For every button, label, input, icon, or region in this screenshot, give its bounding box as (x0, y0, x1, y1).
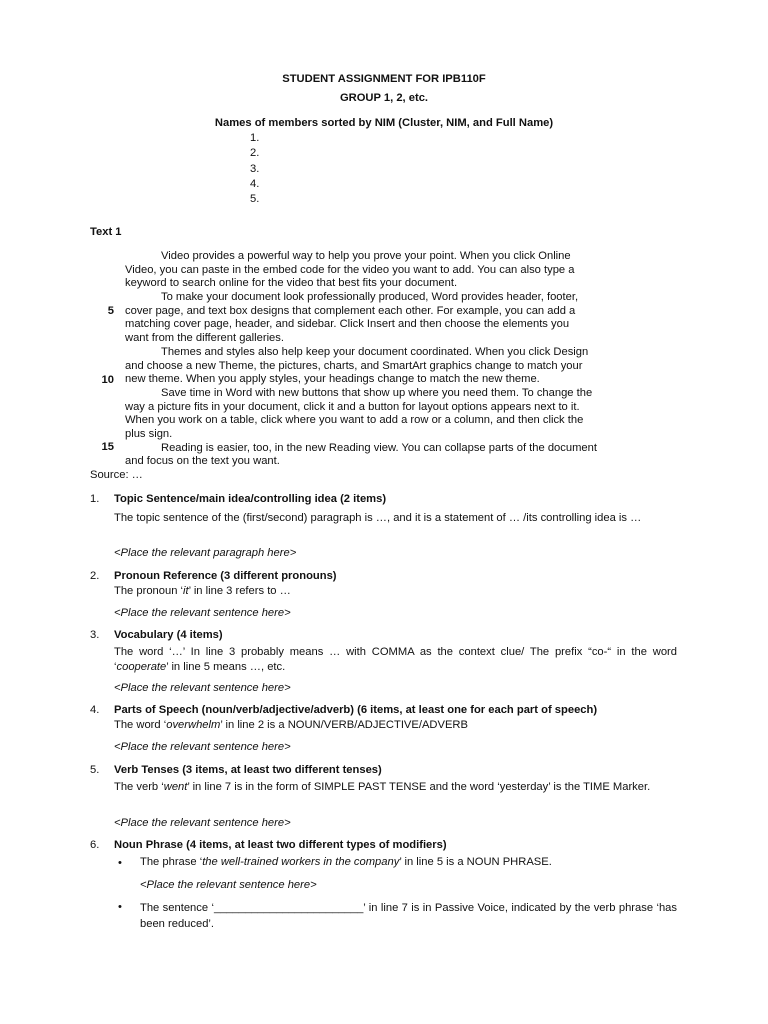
passage-line: To make your document look professionally produced, Word provides header, footer, (161, 291, 579, 304)
question-body: The pronoun ‘it’ in line 3 refers to … (114, 585, 291, 597)
members-list (250, 131, 259, 207)
passage-line: and choose a new Theme, the pictures, charts, and SmartArt graphics change to match your (125, 359, 583, 372)
assignment-title: STUDENT ASSIGNMENT FOR IPB110F (282, 73, 486, 85)
question-number: 3. (90, 629, 100, 641)
bullet-text: The sentence ‘________________________’ in line 7 is in Passive Voice, indicated by the verb phrase ‘has been reduced’. (140, 902, 677, 930)
text-label: Text 1 (90, 226, 122, 238)
bullet-icon: • (118, 901, 122, 913)
question-number: 1. (90, 493, 100, 505)
passage-line: matching cover page, header, and sidebar. Click Insert and then choose the elements you (125, 318, 570, 331)
question-number: 2. (90, 570, 100, 582)
placeholder-text: <Place the relevant sentence here> (114, 682, 291, 694)
passage-line: Save time in Word with new buttons that show up where you need them. To change the (161, 386, 593, 399)
line-number: 15 (101, 441, 114, 453)
passage-line: Video provides a powerful way to help you prove your point. When you click Online (161, 250, 571, 262)
members-label: Names of members sorted by NIM (Cluster, NIM, and Full Name) (214, 117, 554, 129)
bullet-text: The phrase ‘the well-trained workers in the company’ in line 5 is a NOUN PHRASE. (140, 856, 552, 868)
question-title: Parts of Speech (noun/verb/adjective/adverb) (6 items, at least one for each part of speech) (114, 704, 598, 716)
line-number: 10 (101, 374, 114, 386)
passage-line: keyword to search online for the video that best fits your document. (125, 277, 458, 290)
question-number: 5. (90, 764, 100, 776)
question-title: Verb Tenses (3 items, at least two different tenses) (114, 764, 382, 776)
placeholder-text: <Place the relevant sentence here> (140, 879, 317, 891)
question-title: Noun Phrase (4 items, at least two different types of modifiers) (114, 839, 447, 851)
line-number: 5 (107, 305, 114, 317)
passage-line: and focus on the text you want. (125, 455, 280, 468)
question-title: Topic Sentence/main idea/controlling idea (2 items) (114, 493, 387, 505)
placeholder-text: <Place the relevant sentence here> (114, 817, 291, 829)
member-item: 5. (250, 193, 260, 206)
member-item: 2. (250, 147, 260, 160)
bullet-icon: • (118, 857, 122, 869)
passage-line: want from the different galleries. (125, 332, 284, 345)
question-title: Vocabulary (4 items) (114, 629, 223, 641)
question-number: 6. (90, 839, 100, 851)
question-body: The word ‘overwhelm’ in line 2 is a NOUN/VERB/ADJECTIVE/ADVERB (114, 719, 468, 731)
question-body: The word ‘…’ In line 3 probably means … with COMMA as the context clue/ The prefix “co-“ in the word ‘cooperate’ in line 5 means …, etc. (114, 646, 677, 673)
member-item: 3. (250, 162, 260, 175)
passage-line: plus sign. (125, 427, 173, 440)
passage-line: cover page, and text box designs that complement each other. For example, you can add a (125, 304, 576, 317)
placeholder-text: <Place the relevant sentence here> (114, 741, 291, 753)
question-body: The topic sentence of the (first/second) paragraph is …, and it is a statement of … /its controlling idea is … (114, 512, 642, 524)
passage-line: Themes and styles also help keep your document coordinated. When you click Design (161, 345, 589, 358)
placeholder-text: <Place the relevant sentence here> (114, 607, 291, 619)
passage-line: When you work on a table, click where you want to add a row or a column, and then click the (125, 414, 584, 427)
passage-line: way a picture fits in your document, click it and a button for layout options appears next to it. (125, 400, 580, 413)
passage-line: Reading is easier, too, in the new Reading view. You can collapse parts of the document (161, 441, 597, 454)
passage-line: new theme. When you apply styles, your headings change to match the new theme. (125, 373, 540, 386)
text-passage (125, 250, 665, 469)
question-title: Pronoun Reference (3 different pronouns) (114, 570, 337, 582)
member-item: 4. (250, 177, 260, 190)
passage-line: Video, you can paste in the embed code for the video you want to add. You can also type a (125, 263, 575, 276)
question-body: The verb ‘went’ in line 7 is in the form of SIMPLE PAST TENSE and the word ‘yesterday’ is the TIME Marker. (114, 781, 651, 793)
question-number: 4. (90, 704, 100, 716)
member-item: 1. (250, 132, 260, 144)
source-line: Source: … (90, 469, 143, 481)
placeholder-text: <Place the relevant paragraph here> (114, 547, 297, 559)
group-label: GROUP 1, 2, etc. (339, 92, 429, 104)
